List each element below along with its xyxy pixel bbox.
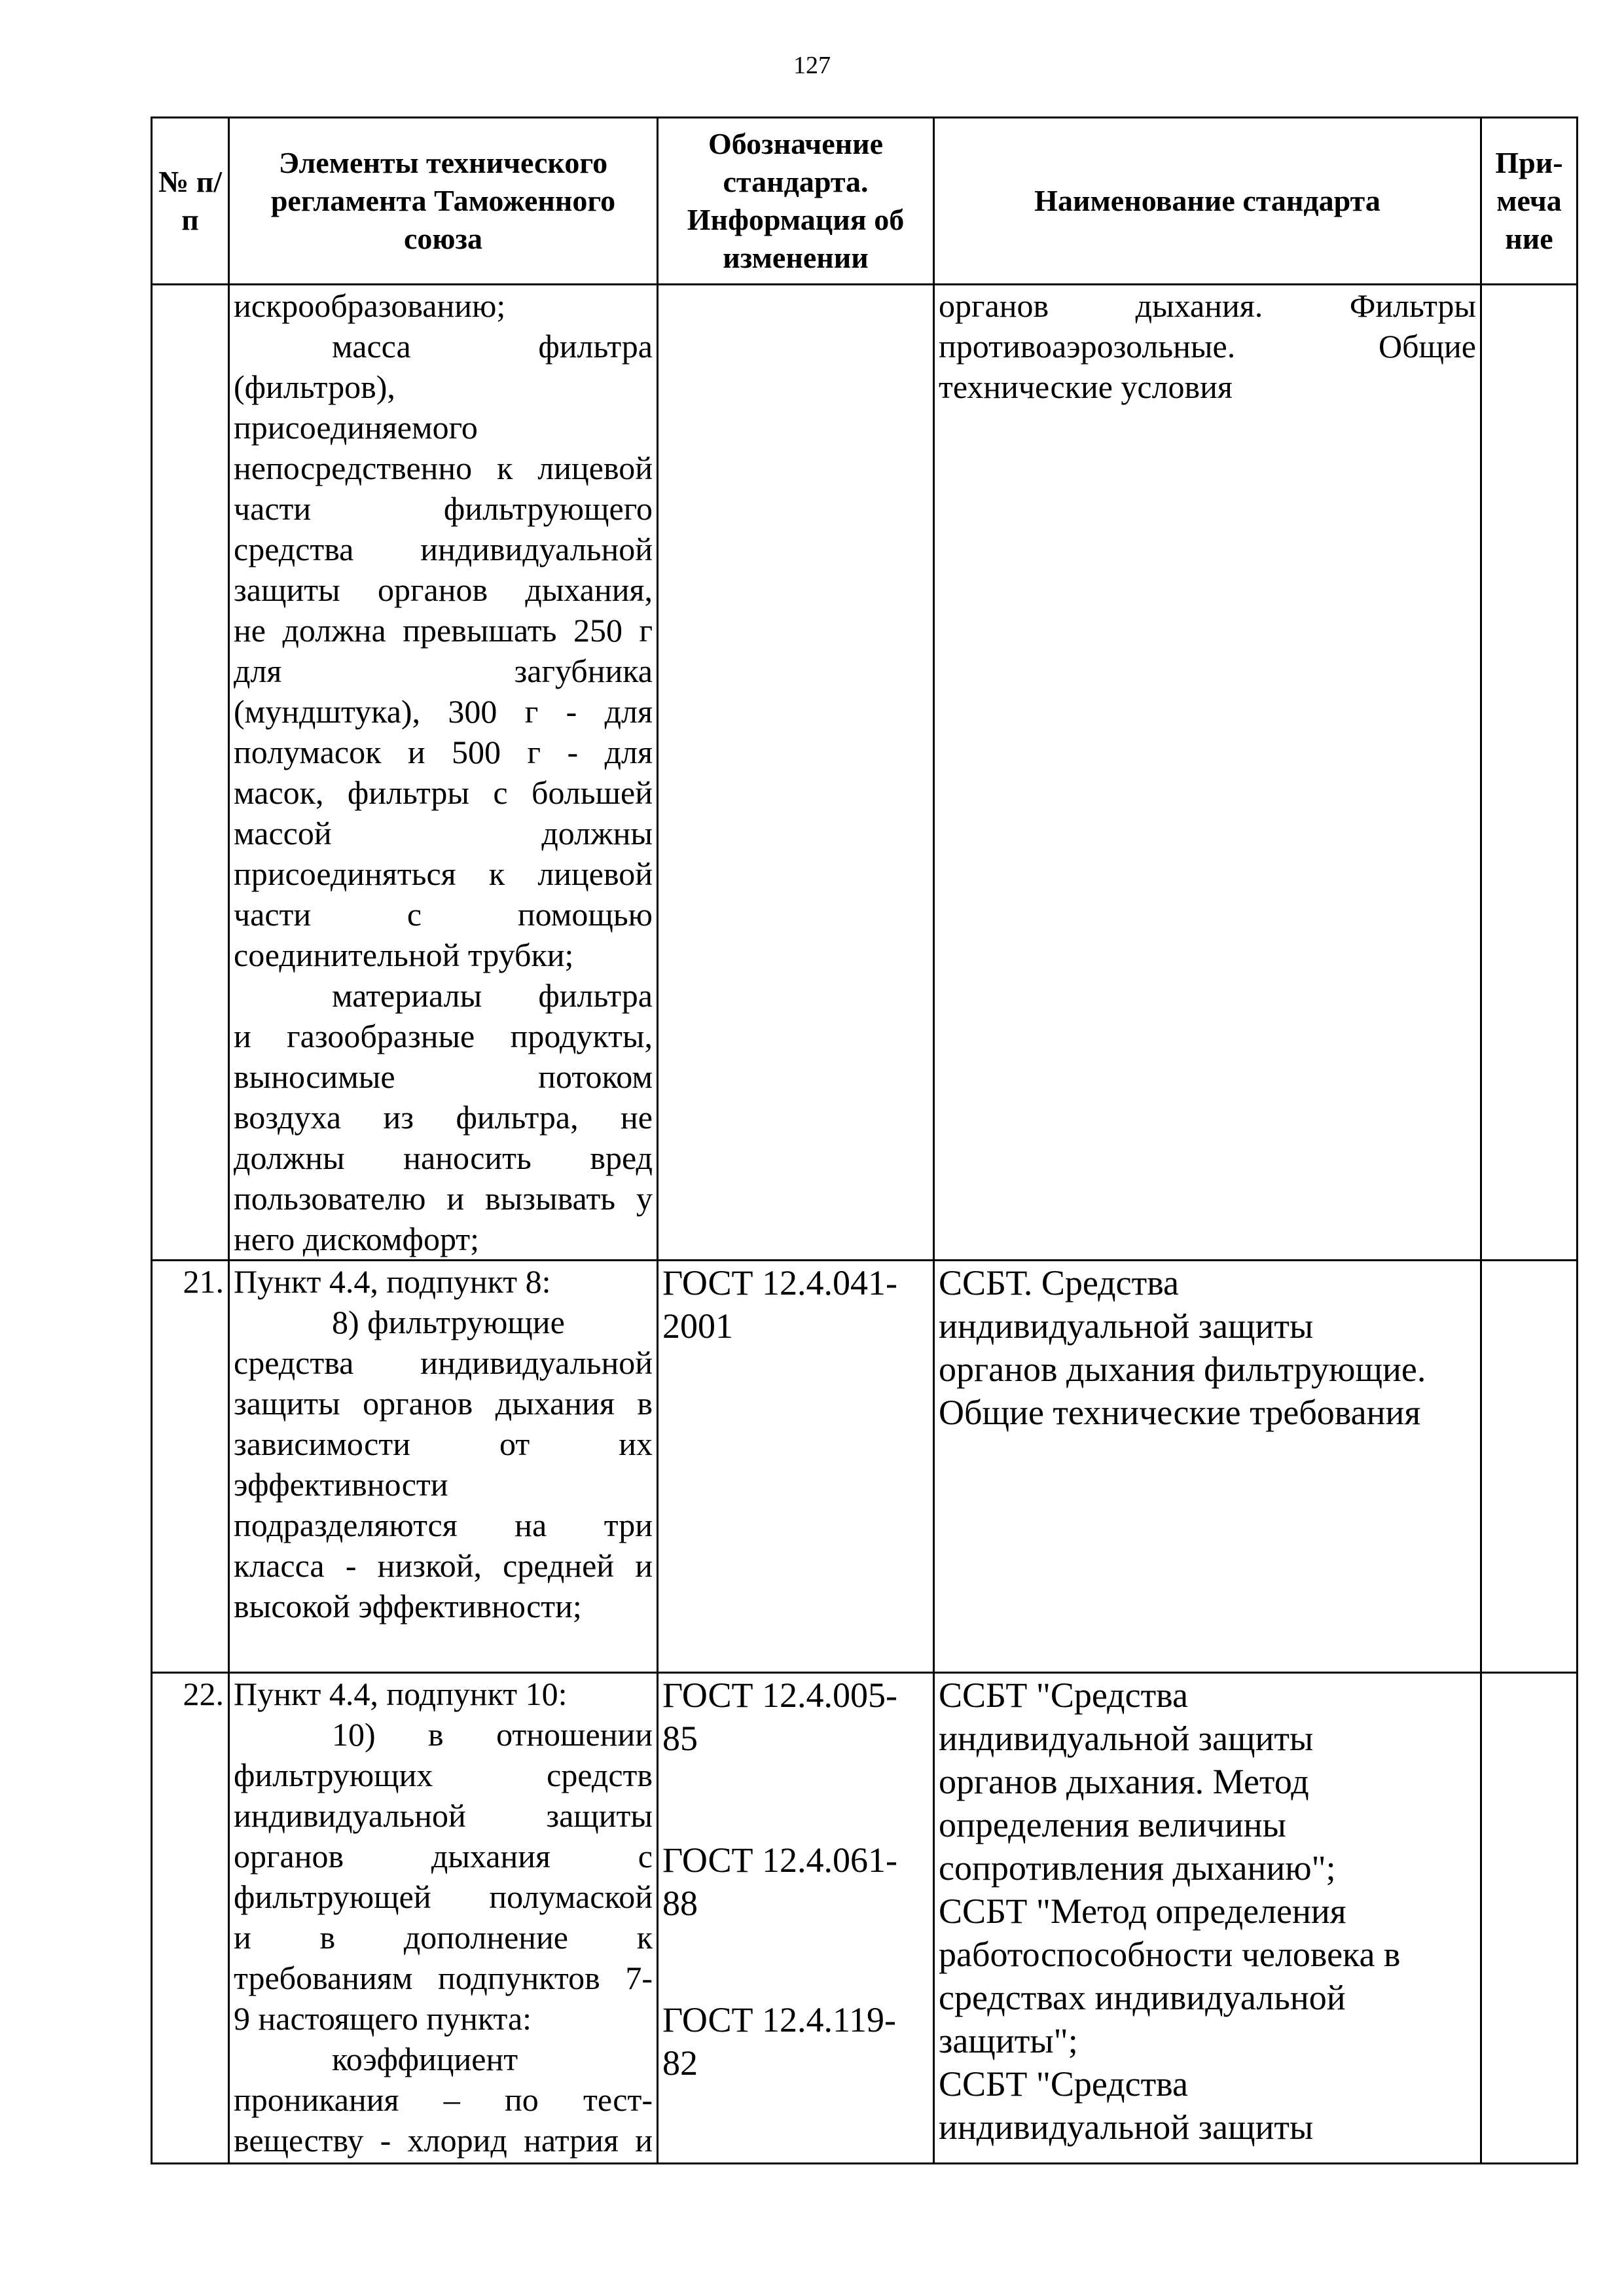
cell-standard-name: органов дыхания. Фильтры противоаэрозольные. Общие технические условия	[934, 285, 1481, 1261]
table-row	[152, 285, 1578, 1261]
header-num: № п/п	[152, 118, 229, 285]
cell-standard-name: ССБТ. Средства индивидуальной защиты органов дыхания фильтрующие. Общие технические требования	[934, 1261, 1481, 1673]
cell-standard-name: ССБТ "Средства индивидуальной защиты органов дыхания. Метод определения величины сопротивления дыханию"; ССБТ "Метод определения работоспособности человека в средствах индивидуальной защиты"; ССБТ "Средства индивидуальной защиты	[934, 1673, 1481, 2164]
cell-designation: ГОСТ 12.4.041- 2001	[658, 1261, 934, 1673]
cell-num	[152, 285, 229, 1261]
table-row	[152, 1673, 1578, 2164]
cell-designation: ГОСТ 12.4.005- 85 ГОСТ 12.4.061- 88 ГОСТ 12.4.119- 82	[658, 1673, 934, 2164]
table-header-row	[152, 118, 1578, 285]
header-note: При-меча ние	[1481, 118, 1578, 285]
header-designation: Обозначение стандарта. Информация об изменении	[658, 118, 934, 285]
cell-elements: искрообразованию; масса фильтра (фильтров), присоединяемого непосредственно к лицевой части фильтрующего средства индивидуальной защиты органов дыхания, не должна превышать 250 г для загубника (мундштука), 300 г - для полумасок и 500 г - для масок, фильтры с большей массой должны присоединяться к лицевой части с помощью соединительной трубки; материалы фильтра и газообразные продукты, выносимые потоком воздуха из фильтра, не должны наносить вред пользователю и вызывать у него дискомфорт;	[229, 285, 658, 1261]
table-row	[152, 1261, 1578, 1673]
header-elements: Элементы технического регламента Таможенного союза	[229, 118, 658, 285]
header-name: Наименование стандарта	[934, 118, 1481, 285]
cell-num: 21.	[152, 1261, 229, 1673]
cell-designation	[658, 285, 934, 1261]
page-number: 127	[793, 52, 831, 79]
cell-num: 22.	[152, 1673, 229, 2164]
cell-note	[1481, 285, 1578, 1261]
cell-elements: Пункт 4.4, подпункт 8: 8) фильтрующие средства индивидуальной защиты органов дыхания в зависимости от их эффективности подразделяются на три класса - низкой, средней и высокой эффективности;	[229, 1261, 658, 1673]
cell-note	[1481, 1261, 1578, 1673]
standards-table	[151, 117, 1578, 2164]
cell-elements: Пункт 4.4, подпункт 10: 10) в отношении фильтрующих средств индивидуальной защиты органов дыхания с фильтрующей полумаской и в дополнение к требованиям подпунктов 7- 9 настоящего пункта: коэффициент проникания – по тест- веществу - хлорид натрия и	[229, 1673, 658, 2164]
cell-note	[1481, 1673, 1578, 2164]
